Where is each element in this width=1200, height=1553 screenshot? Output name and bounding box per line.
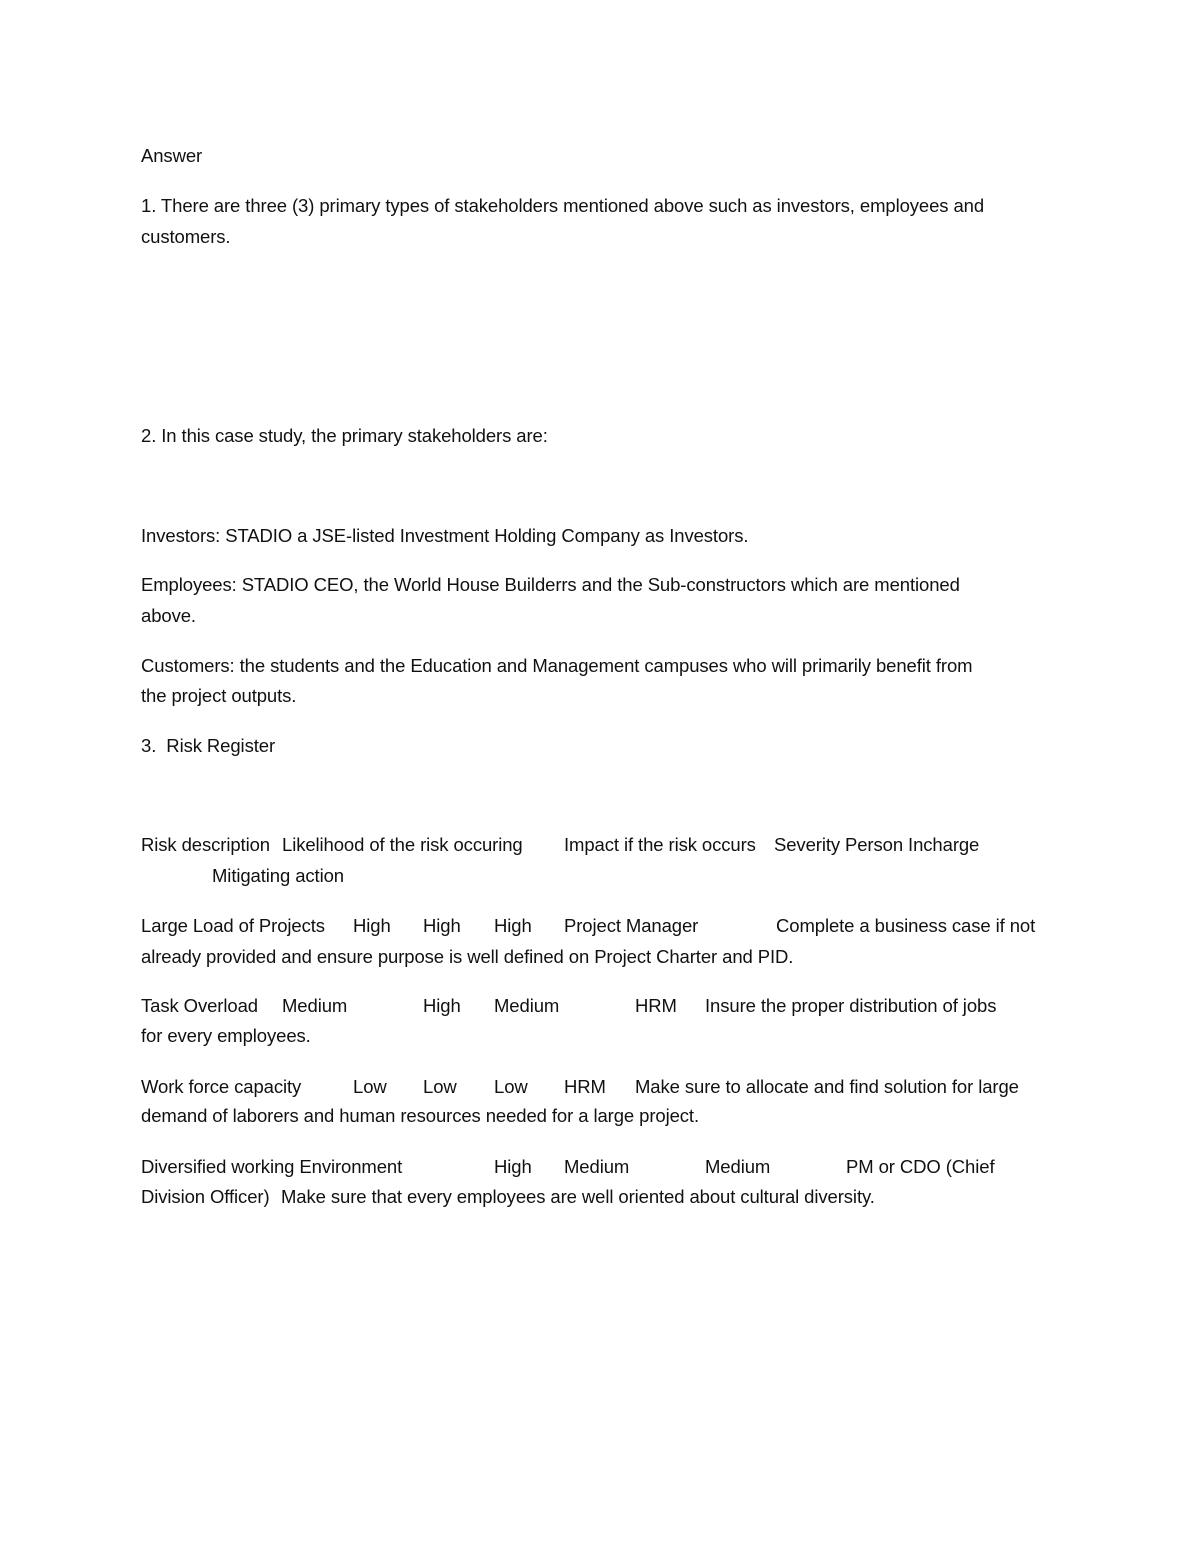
risk-description: Large Load of Projects <box>141 915 325 936</box>
risk-description: Task Overload <box>141 995 258 1016</box>
risk-impact: Low <box>423 1076 457 1097</box>
header-severity: Severity <box>774 834 841 855</box>
risk-action-line-1: Insure the proper distribution of jobs <box>705 995 997 1016</box>
risk-severity: High <box>494 915 532 936</box>
risk-register-title: 3. Risk Register <box>141 735 276 756</box>
header-person-incharge: Person Incharge <box>845 834 980 855</box>
risk-person-line-1: PM or CDO (Chief <box>846 1156 995 1177</box>
risk-action-line-2: for every employees. <box>141 1025 311 1046</box>
q1-line-1: 1. There are three (3) primary types of stakeholders mentioned above such as investors, employees and <box>141 195 985 216</box>
risk-action-line-1: Complete a business case if not <box>776 915 1036 936</box>
header-mitigating-action: Mitigating action <box>212 865 344 886</box>
risk-likelihood: Medium <box>282 995 348 1016</box>
customers-line-2: the project outputs. <box>141 685 297 706</box>
risk-severity: Low <box>494 1076 528 1097</box>
risk-person-line-2: Division Officer) <box>141 1186 270 1207</box>
risk-likelihood: Low <box>353 1076 387 1097</box>
investors-paragraph: Investors: STADIO a JSE-listed Investment Holding Company as Investors. <box>141 525 749 546</box>
risk-impact: Medium <box>564 1156 630 1177</box>
risk-likelihood: High <box>494 1156 532 1177</box>
risk-person: HRM <box>635 995 677 1016</box>
header-likelihood: Likelihood of the risk occuring <box>282 834 523 855</box>
q2-intro: 2. In this case study, the primary stakeholders are: <box>141 425 548 446</box>
risk-impact: High <box>423 915 461 936</box>
risk-impact: High <box>423 995 461 1016</box>
answer-heading: Answer <box>141 145 203 166</box>
risk-severity: Medium <box>494 995 560 1016</box>
customers-line-1: Customers: the students and the Education and Management campuses who will primarily benefit from <box>141 655 973 676</box>
employees-line-2: above. <box>141 605 196 626</box>
risk-person: HRM <box>564 1076 606 1097</box>
q1-line-2: customers. <box>141 226 231 247</box>
header-impact: Impact if the risk occurs <box>564 834 756 855</box>
risk-description: Work force capacity <box>141 1076 302 1097</box>
employees-line-1: Employees: STADIO CEO, the World House Builderrs and the Sub-constructors which are mentioned <box>141 574 960 595</box>
risk-action-line-2: already provided and ensure purpose is well defined on Project Charter and PID. <box>141 946 794 967</box>
risk-likelihood: High <box>353 915 391 936</box>
risk-severity: Medium <box>705 1156 771 1177</box>
risk-description: Diversified working Environment <box>141 1156 403 1177</box>
risk-action: Make sure that every employees are well oriented about cultural diversity. <box>281 1186 875 1207</box>
header-risk-description: Risk description <box>141 834 270 855</box>
risk-action-line-2: demand of laborers and human resources needed for a large project. <box>141 1105 699 1126</box>
risk-person: Project Manager <box>564 915 699 936</box>
risk-action-line-1: Make sure to allocate and find solution for large <box>635 1076 1019 1097</box>
